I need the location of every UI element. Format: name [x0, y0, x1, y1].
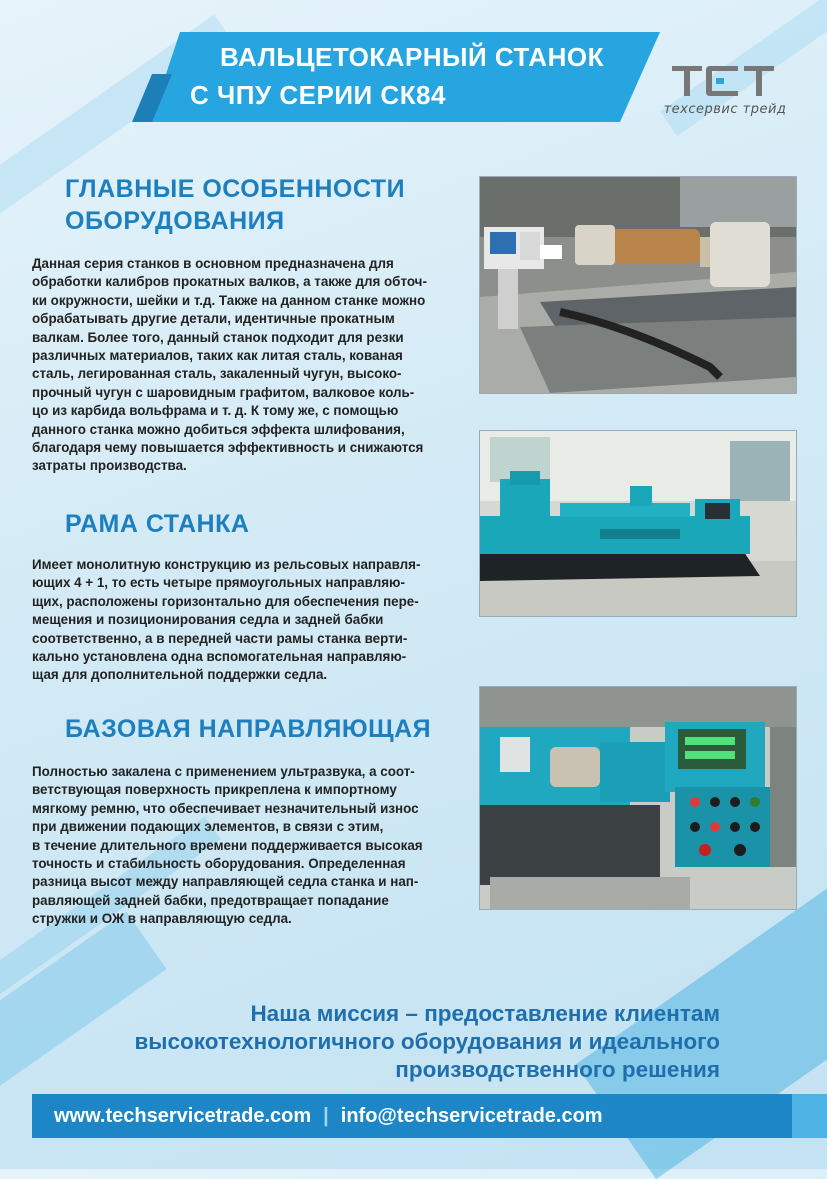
text-line: разница высот между направляющей седла станка и нап-	[32, 874, 419, 890]
control-panel-photo	[479, 686, 797, 910]
text-line: цо из карбида вольфрама и т. д. К тому же, с помощью	[32, 403, 399, 419]
tst-logo-icon	[672, 64, 776, 98]
text-line: Данная серия станков в основном предназначена для	[32, 256, 394, 271]
machine-frame-photo-icon	[480, 431, 796, 616]
text-line: в течение длительного времени поддерживается высокая	[32, 837, 423, 853]
text-line: различных материалов, таких как литая сталь, кованая	[32, 348, 403, 364]
text-line: данного станка можно добиться эффекта шлифования,	[32, 421, 405, 437]
text-line: соответственно, а в передней части рамы станка верти-	[32, 630, 408, 646]
heading-line: БАЗОВАЯ НАПРАВЛЯЮЩАЯ	[65, 715, 432, 743]
company-logo	[650, 62, 800, 122]
email-link[interactable]: info@techservicetrade.com	[340, 1104, 603, 1127]
footer-separator: |	[323, 1104, 329, 1127]
text-line: ветствующая поверхность прикреплена к импортному	[32, 782, 397, 798]
text-line: прочный чугун с шаровидным графитом, валковое коль-	[32, 384, 415, 400]
section-body-features	[32, 255, 464, 476]
title-line-2: С ЧПУ СЕРИИ СК84	[190, 80, 446, 110]
title-line-1: ВАЛЬЦЕТОКАРНЫЙ СТАНОК	[220, 42, 604, 72]
text-line: равляющей задней бабки, предотвращает попадание	[32, 892, 389, 908]
text-line: щих, расположены горизонтально для обеспечения пере-	[32, 593, 419, 609]
logo-company-name: техсервис трейд	[663, 102, 787, 117]
text-line: Имеет монолитную конструкцию из рельсовых направля-	[32, 557, 421, 572]
section-body-guide	[32, 763, 464, 929]
section-body-frame	[32, 556, 464, 685]
text-line: кально установлена одна вспомогательная направляю-	[32, 649, 407, 665]
heading-line: РАМА СТАНКА	[65, 510, 250, 538]
mission-statement	[40, 1000, 720, 1084]
machine-frame-photo	[479, 430, 797, 617]
text-line: обрабатывать другие детали, идентичные прокатным	[32, 311, 395, 327]
text-line: затраты производства.	[32, 458, 187, 474]
text-line: валкам. Более того, данный станок подходит для резки	[32, 329, 404, 345]
text-line: при движении подающих элементов, в связи с этим,	[32, 819, 384, 835]
text-line: щая для дополнительной поддержки седла.	[32, 667, 328, 683]
text-line: сталь, легированная сталь, закаленный чугун, высоко-	[32, 366, 402, 382]
heading-line: ГЛАВНЫЕ ОСОБЕННОСТИ	[65, 175, 406, 203]
mission-line: производственного решения	[395, 1057, 720, 1082]
heading-line: ОБОРУДОВАНИЯ	[65, 207, 285, 235]
section-heading-features	[65, 173, 405, 237]
text-line: стружки и ОЖ в направляющую седла.	[32, 911, 292, 927]
control-panel-photo-icon	[480, 687, 796, 909]
text-line: ки окружности, шейки и т.д. Также на данном станке можно	[32, 292, 426, 308]
footer-bar	[32, 1094, 792, 1138]
text-line: благодаря чему повышается эффективность и снижаются	[32, 440, 424, 456]
text-line: ющих 4 + 1, то есть четыре прямоугольных направляю-	[32, 575, 405, 591]
text-line: мещения и позиционирования седла и задней бабки	[32, 612, 384, 628]
text-line: мягкому ремню, что обеспечивает незначительный износ	[32, 800, 419, 816]
mission-line: высокотехнологичного оборудования и идеального	[134, 1029, 720, 1054]
page-title	[190, 38, 650, 114]
lathe-photo	[479, 176, 797, 394]
text-line: точность и стабильность оборудования. Определенная	[32, 856, 406, 872]
section-heading-frame	[65, 508, 249, 540]
text-line: Полностью закалена с применением ультразвука, а соот-	[32, 764, 415, 779]
lathe-photo-icon	[480, 177, 796, 393]
text-line: обработки калибров прокатных валков, а также для обточ-	[32, 274, 427, 290]
website-link[interactable]: www.techservicetrade.com	[54, 1104, 312, 1127]
section-heading-guide	[65, 713, 431, 745]
mission-line: Наша миссия – предоставление клиентам	[250, 1001, 720, 1026]
